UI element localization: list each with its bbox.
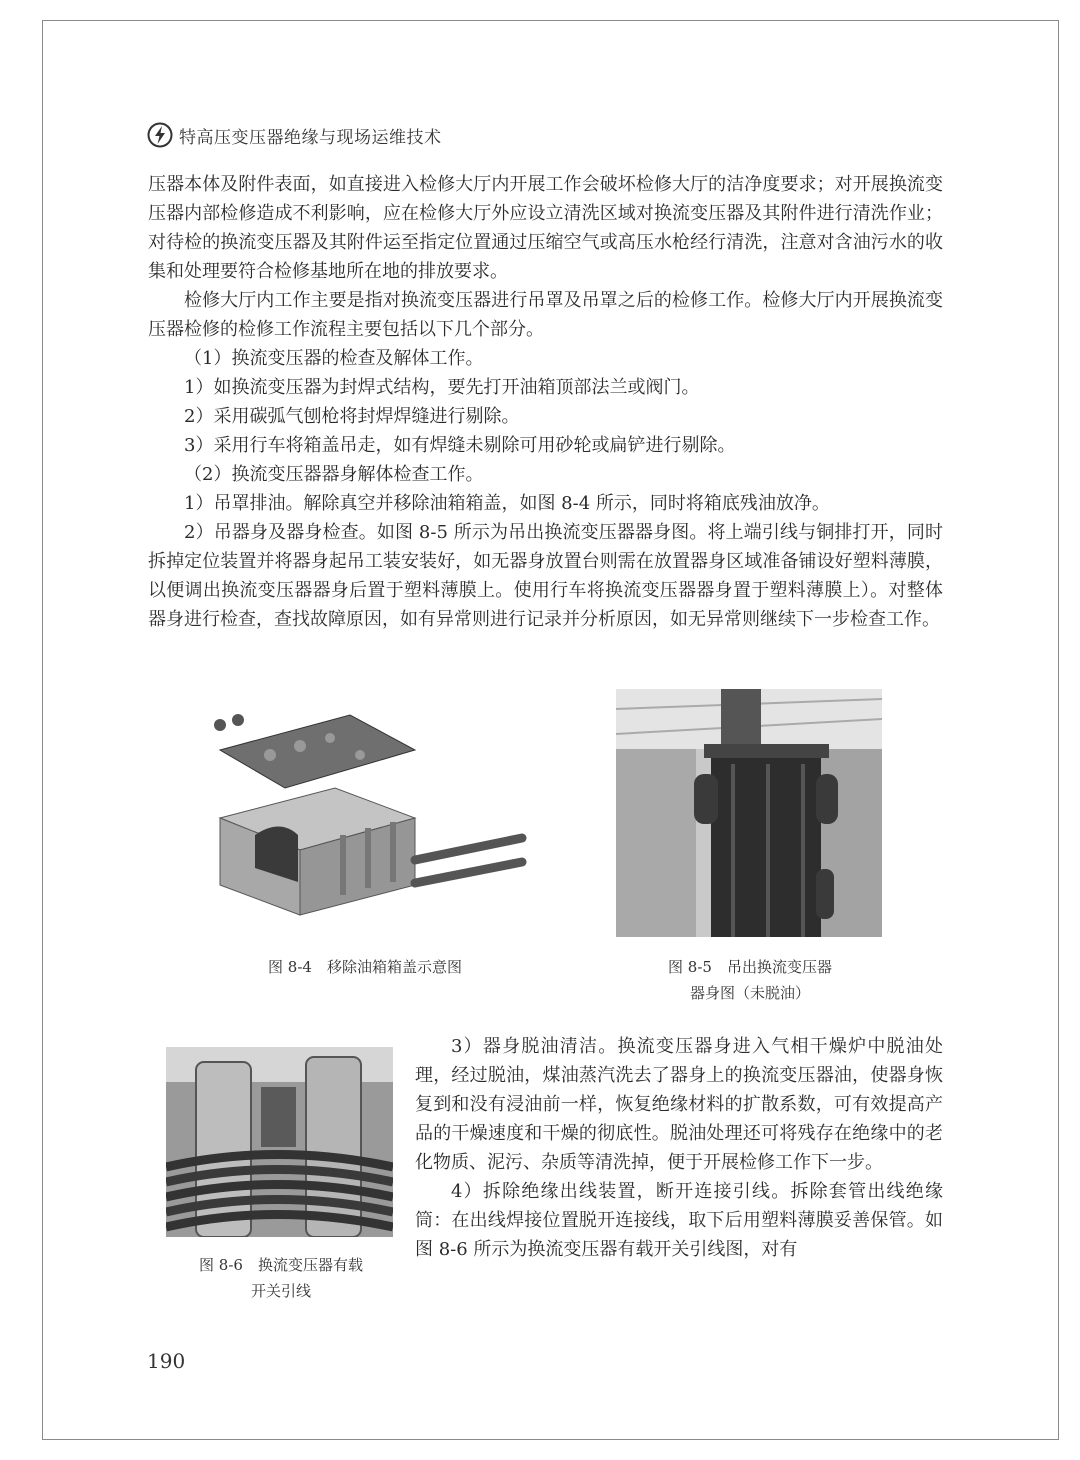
figure-8-4-caption [200,954,530,980]
paragraph: （1）换流变压器的检查及解体工作。 [184,348,484,369]
figure-8-5-caption [600,954,900,1006]
paragraph: 1）如换流变压器为封焊式结构，要先打开油箱顶部法兰或阀门。 [184,377,700,398]
paragraph: （2）换流变压器器身解体检查工作。 [184,464,484,485]
caption-line: 图 8-6 换流变压器有载 [199,1256,363,1274]
figure-8-6-image [166,1047,393,1237]
paragraph: 2）采用碳弧气刨枪将封焊焊缝进行剔除。 [184,406,520,427]
page-number: 190 [147,1349,186,1373]
caption-line: 器身图（未脱油） [689,984,810,1002]
side-body-text [415,1032,943,1264]
figure-8-4-image [200,700,530,930]
caption-line: 开关引线 [250,1282,311,1300]
figure-8-6-caption [156,1252,406,1304]
book-title: 特高压变压器绝缘与现场运维技术 [179,127,442,148]
caption-line: 图 8-5 吊出换流变压器 [668,958,832,976]
main-body-text [148,170,943,634]
paragraph: 3）采用行车将箱盖吊走，如有焊缝未剔除可用砂轮或扁铲进行剔除。 [184,435,736,456]
caption-text: 图 8-4 移除油箱箱盖示意图 [268,958,462,976]
paragraph: 压器本体及附件表面，如直接进入检修大厅内开展工作会破坏检修大厅的洁净度要求；对开展换流变压器内部检修造成不利影响，应在检修大厅外应设立清洗区域对换流变压器及其附件进行清洗作业；对待检的换流变压器及其附件运至指定位置通过压缩空气或高压水枪经行清洗，注意对含油污水的收集和处理要符合检修基地所在地的排放要求。 [148,174,943,282]
paragraph: 3）器身脱油清洁。换流变压器身进入气相干燥炉中脱油处理，经过脱油，煤油蒸汽洗去了器身上的换流变压器油，使器身恢复到和没有浸油前一样，恢复绝缘材料的扩散系数，可有效提高产品的干燥速度和干燥的彻底性。脱油处理还可将残存在绝缘中的老化物质、泥污、杂质等清洗掉，便于开展检修工作下一步。 [415,1036,943,1173]
paragraph: 4）拆除绝缘出线装置，断开连接引线。拆除套管出线绝缘筒：在出线焊接位置脱开连接线，取下后用塑料薄膜妥善保管。如图 8-6 所示为换流变压器有载开关引线图，对有 [415,1181,943,1260]
running-header [147,121,442,149]
lightning-bolt-icon [147,122,173,148]
figure-8-5-image [616,689,882,937]
paragraph: 2）吊器身及器身检查。如图 8-5 所示为吊出换流变压器器身图。将上端引线与铜排打开，同时拆掉定位装置并将器身起吊工装安装好，如无器身放置台则需在放置器身区域准备铺设好塑料薄膜，以便调出换流变压器器身后置于塑料薄膜上。使用行车将换流变压器器身置于塑料薄膜上）。对整体器身进行检查，查找故障原因，如有异常则进行记录并分析原因，如无异常则继续下一步检查工作。 [148,522,943,630]
paragraph: 1）吊罩排油。解除真空并移除油箱箱盖，如图 8-4 所示，同时将箱底残油放净。 [184,493,830,514]
paragraph: 检修大厅内工作主要是指对换流变压器进行吊罩及吊罩之后的检修工作。检修大厅内开展换流变压器检修的检修工作流程主要包括以下几个部分。 [148,290,943,340]
